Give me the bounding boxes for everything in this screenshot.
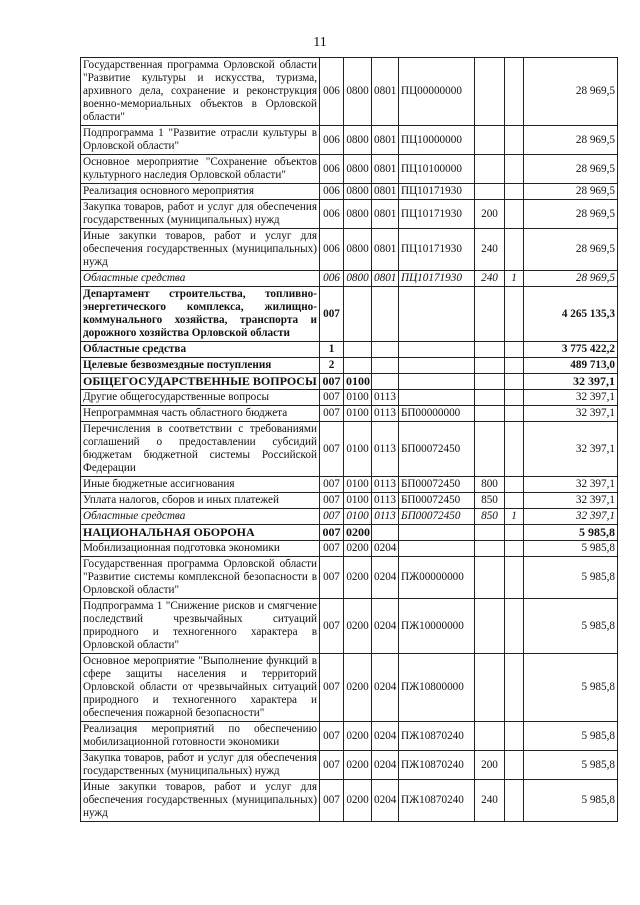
row-ved-code: 007 (320, 509, 344, 525)
row-amount: 28 969,5 (524, 271, 618, 287)
table-row (81, 509, 618, 525)
row-name: Закупка товаров, работ и услуг для обеспечения государственных (муниципальных) нужд (81, 751, 320, 780)
row-name: Реализация мероприятий по обеспечению мобилизационной готовности экономики (81, 722, 320, 751)
table-row (81, 422, 618, 477)
row-section-code: 0800 (344, 155, 372, 184)
row-amount: 32 397,1 (524, 493, 618, 509)
row-section-code (344, 358, 372, 374)
table-row (81, 541, 618, 557)
row-source (505, 58, 524, 126)
row-ved-code: 007 (320, 422, 344, 477)
row-name: Мобилизационная подготовка экономики (81, 541, 320, 557)
row-section-code: 0800 (344, 58, 372, 126)
row-section-code: 0100 (344, 509, 372, 525)
row-target-code: ПЖ10870240 (399, 722, 475, 751)
row-subsection-code: 0204 (372, 599, 399, 654)
table-row (81, 751, 618, 780)
row-subsection-code (372, 525, 399, 541)
row-name: Непрограммная часть областного бюджета (81, 406, 320, 422)
row-subsection-code (372, 287, 399, 342)
row-target-code: ПЦ10171930 (399, 200, 475, 229)
row-name: Областные средства (81, 509, 320, 525)
row-subsection-code: 0204 (372, 654, 399, 722)
row-target-code: БП00072450 (399, 509, 475, 525)
row-expense-type (475, 406, 505, 422)
row-target-code (399, 342, 475, 358)
row-ved-code: 007 (320, 722, 344, 751)
row-name: Государственная программа Орловской области "Развитие культуры и искусства, туризма, архивного дела, сохранение и реконструкция военно-мемориальных объектов в Орловской области" (81, 58, 320, 126)
row-name: Иные закупки товаров, работ и услуг для обеспечения государственных (муниципальных) нужд (81, 229, 320, 271)
table-row (81, 780, 618, 822)
row-ved-code: 006 (320, 229, 344, 271)
row-target-code: ПЖ10870240 (399, 780, 475, 822)
row-name: Иные бюджетные ассигнования (81, 477, 320, 493)
row-section-code: 0200 (344, 525, 372, 541)
table-row (81, 155, 618, 184)
table-row (81, 390, 618, 406)
row-target-code (399, 541, 475, 557)
row-source (505, 477, 524, 493)
row-name: Реализация основного мероприятия (81, 184, 320, 200)
row-section-code: 0200 (344, 599, 372, 654)
row-subsection-code (372, 374, 399, 390)
row-target-code (399, 374, 475, 390)
row-amount: 5 985,8 (524, 751, 618, 780)
row-section-code: 0800 (344, 126, 372, 155)
row-name: Департамент строительства, топливно-энергетического комплекса, жилищно-коммунального хозяйства, транспорта и дорожного хозяйства Орловской области (81, 287, 320, 342)
row-name: Основное мероприятие "Выполнение функций в сфере защиты населения и территорий Орловской области от чрезвычайных ситуаций природного и техногенного характера и обеспечения пожарной безопасности" (81, 654, 320, 722)
row-name: Областные средства (81, 342, 320, 358)
row-section-code: 0100 (344, 374, 372, 390)
table-row (81, 654, 618, 722)
row-subsection-code: 0113 (372, 422, 399, 477)
row-name: НАЦИОНАЛЬНАЯ ОБОРОНА (81, 525, 320, 541)
row-source (505, 358, 524, 374)
row-target-code: ПЖ10870240 (399, 751, 475, 780)
page-number: 11 (313, 35, 327, 50)
row-subsection-code: 0113 (372, 406, 399, 422)
row-subsection-code: 0204 (372, 541, 399, 557)
row-amount: 32 397,1 (524, 374, 618, 390)
row-target-code: БП00000000 (399, 406, 475, 422)
row-ved-code: 006 (320, 184, 344, 200)
table-row (81, 200, 618, 229)
row-name: Закупка товаров, работ и услуг для обеспечения государственных (муниципальных) нужд (81, 200, 320, 229)
row-name: Подпрограмма 1 "Развитие отрасли культуры в Орловской области" (81, 126, 320, 155)
row-section-code: 0800 (344, 200, 372, 229)
table-row (81, 287, 618, 342)
row-source (505, 406, 524, 422)
row-name: Другие общегосударственные вопросы (81, 390, 320, 406)
row-source (505, 390, 524, 406)
row-subsection-code: 0204 (372, 751, 399, 780)
row-expense-type (475, 342, 505, 358)
row-amount: 5 985,8 (524, 780, 618, 822)
row-amount: 32 397,1 (524, 477, 618, 493)
row-amount: 28 969,5 (524, 184, 618, 200)
row-source (505, 541, 524, 557)
row-section-code: 0200 (344, 654, 372, 722)
row-section-code: 0800 (344, 229, 372, 271)
row-section-code: 0200 (344, 541, 372, 557)
row-amount: 32 397,1 (524, 406, 618, 422)
row-subsection-code: 0801 (372, 155, 399, 184)
row-ved-code: 007 (320, 751, 344, 780)
row-section-code: 0800 (344, 184, 372, 200)
row-expense-type (475, 722, 505, 751)
row-subsection-code (372, 342, 399, 358)
row-source (505, 229, 524, 271)
row-name: Государственная программа Орловской области "Развитие системы комплексной безопасности в Орловской области" (81, 557, 320, 599)
row-name: Областные средства (81, 271, 320, 287)
row-section-code: 0800 (344, 271, 372, 287)
row-ved-code: 006 (320, 126, 344, 155)
row-name: ОБЩЕГОСУДАРСТВЕННЫЕ ВОПРОСЫ (81, 374, 320, 390)
table-row (81, 126, 618, 155)
row-ved-code: 007 (320, 599, 344, 654)
row-source (505, 155, 524, 184)
table-row (81, 358, 618, 374)
row-target-code (399, 525, 475, 541)
row-ved-code: 006 (320, 155, 344, 184)
row-subsection-code: 0113 (372, 509, 399, 525)
row-target-code: ПЦ00000000 (399, 58, 475, 126)
row-expense-type (475, 557, 505, 599)
row-target-code: БП00072450 (399, 477, 475, 493)
row-target-code: ПЖ10800000 (399, 654, 475, 722)
row-target-code: ПЦ10171930 (399, 184, 475, 200)
row-amount: 489 713,0 (524, 358, 618, 374)
row-amount: 5 985,8 (524, 557, 618, 599)
row-target-code: БП00072450 (399, 493, 475, 509)
row-subsection-code: 0204 (372, 722, 399, 751)
row-target-code: ПЖ10000000 (399, 599, 475, 654)
row-ved-code: 007 (320, 406, 344, 422)
row-section-code: 0200 (344, 780, 372, 822)
row-source: 1 (505, 509, 524, 525)
row-ved-code: 007 (320, 477, 344, 493)
row-ved-code: 007 (320, 557, 344, 599)
table-row (81, 406, 618, 422)
row-source (505, 126, 524, 155)
row-ved-code: 007 (320, 780, 344, 822)
row-section-code: 0100 (344, 390, 372, 406)
row-target-code: БП00072450 (399, 422, 475, 477)
budget-table-body (81, 58, 618, 822)
row-amount: 28 969,5 (524, 155, 618, 184)
row-amount: 32 397,1 (524, 422, 618, 477)
row-ved-code: 007 (320, 287, 344, 342)
row-subsection-code: 0801 (372, 271, 399, 287)
row-ved-code: 007 (320, 654, 344, 722)
table-row (81, 477, 618, 493)
table-row (81, 722, 618, 751)
row-expense-type: 240 (475, 780, 505, 822)
row-name: Перечисления в соответствии с требованиями соглашений о предоставлении субсидий бюджетам бюджетной системы Российской Федерации (81, 422, 320, 477)
row-expense-type (475, 599, 505, 654)
row-expense-type: 240 (475, 229, 505, 271)
row-name: Уплата налогов, сборов и иных платежей (81, 493, 320, 509)
row-section-code: 0200 (344, 751, 372, 780)
row-subsection-code: 0801 (372, 126, 399, 155)
row-name: Подпрограмма 1 "Снижение рисков и смягчение последствий чрезвычайных ситуаций природного и техногенного характера в Орловской области" (81, 599, 320, 654)
table-row (81, 271, 618, 287)
row-expense-type (475, 58, 505, 126)
row-amount: 28 969,5 (524, 229, 618, 271)
row-subsection-code: 0801 (372, 200, 399, 229)
row-source (505, 722, 524, 751)
row-target-code (399, 390, 475, 406)
row-expense-type (475, 184, 505, 200)
row-expense-type: 850 (475, 493, 505, 509)
row-source (505, 342, 524, 358)
row-subsection-code: 0801 (372, 58, 399, 126)
row-ved-code: 2 (320, 358, 344, 374)
row-expense-type (475, 654, 505, 722)
row-section-code (344, 342, 372, 358)
table-row (81, 58, 618, 126)
table-row (81, 493, 618, 509)
row-source (505, 422, 524, 477)
row-expense-type: 850 (475, 509, 505, 525)
row-source (505, 751, 524, 780)
row-target-code: ПЦ10171930 (399, 229, 475, 271)
budget-table (80, 57, 618, 822)
row-amount: 5 985,8 (524, 541, 618, 557)
row-name: Иные закупки товаров, работ и услуг для обеспечения государственных (муниципальных) нужд (81, 780, 320, 822)
row-target-code: ПЖ00000000 (399, 557, 475, 599)
row-ved-code: 007 (320, 525, 344, 541)
row-ved-code: 1 (320, 342, 344, 358)
row-source (505, 287, 524, 342)
table-row (81, 557, 618, 599)
table-row (81, 599, 618, 654)
row-source (505, 599, 524, 654)
row-ved-code: 007 (320, 493, 344, 509)
row-section-code: 0100 (344, 493, 372, 509)
row-target-code (399, 358, 475, 374)
row-expense-type: 240 (475, 271, 505, 287)
table-row (81, 342, 618, 358)
row-source (505, 493, 524, 509)
row-name: Основное мероприятие "Сохранение объектов культурного наследия Орловской области" (81, 155, 320, 184)
table-row (81, 374, 618, 390)
row-target-code: ПЦ10100000 (399, 155, 475, 184)
row-expense-type: 200 (475, 200, 505, 229)
row-section-code: 0200 (344, 557, 372, 599)
row-ved-code: 006 (320, 58, 344, 126)
row-amount: 4 265 135,3 (524, 287, 618, 342)
row-subsection-code: 0801 (372, 229, 399, 271)
row-amount: 28 969,5 (524, 200, 618, 229)
row-amount: 5 985,8 (524, 525, 618, 541)
row-subsection-code: 0204 (372, 780, 399, 822)
row-ved-code: 006 (320, 271, 344, 287)
row-amount: 28 969,5 (524, 126, 618, 155)
row-section-code: 0100 (344, 477, 372, 493)
row-target-code: ПЦ10000000 (399, 126, 475, 155)
row-amount: 28 969,5 (524, 58, 618, 126)
row-ved-code: 007 (320, 374, 344, 390)
row-source (505, 200, 524, 229)
row-section-code: 0100 (344, 422, 372, 477)
row-expense-type (475, 358, 505, 374)
row-expense-type (475, 390, 505, 406)
row-name: Целевые безвозмездные поступления (81, 358, 320, 374)
row-expense-type (475, 525, 505, 541)
row-expense-type (475, 287, 505, 342)
row-source: 1 (505, 271, 524, 287)
row-amount: 5 985,8 (524, 722, 618, 751)
row-expense-type (475, 126, 505, 155)
row-amount: 3 775 422,2 (524, 342, 618, 358)
row-source (505, 184, 524, 200)
row-expense-type: 800 (475, 477, 505, 493)
row-subsection-code: 0113 (372, 477, 399, 493)
row-ved-code: 007 (320, 541, 344, 557)
row-expense-type (475, 374, 505, 390)
row-amount: 5 985,8 (524, 654, 618, 722)
row-section-code: 0100 (344, 406, 372, 422)
row-expense-type (475, 541, 505, 557)
row-subsection-code: 0113 (372, 390, 399, 406)
row-subsection-code: 0801 (372, 184, 399, 200)
row-amount: 5 985,8 (524, 599, 618, 654)
row-source (505, 780, 524, 822)
row-ved-code: 006 (320, 200, 344, 229)
row-section-code: 0200 (344, 722, 372, 751)
table-row (81, 229, 618, 271)
row-source (505, 654, 524, 722)
row-ved-code: 007 (320, 390, 344, 406)
row-subsection-code: 0113 (372, 493, 399, 509)
table-row (81, 184, 618, 200)
row-source (505, 557, 524, 599)
row-expense-type (475, 155, 505, 184)
row-amount: 32 397,1 (524, 509, 618, 525)
row-source (505, 374, 524, 390)
row-subsection-code (372, 358, 399, 374)
row-expense-type: 200 (475, 751, 505, 780)
row-source (505, 525, 524, 541)
row-target-code (399, 287, 475, 342)
table-row (81, 525, 618, 541)
row-amount: 32 397,1 (524, 390, 618, 406)
row-subsection-code: 0204 (372, 557, 399, 599)
row-target-code: ПЦ10171930 (399, 271, 475, 287)
row-section-code (344, 287, 372, 342)
row-expense-type (475, 422, 505, 477)
